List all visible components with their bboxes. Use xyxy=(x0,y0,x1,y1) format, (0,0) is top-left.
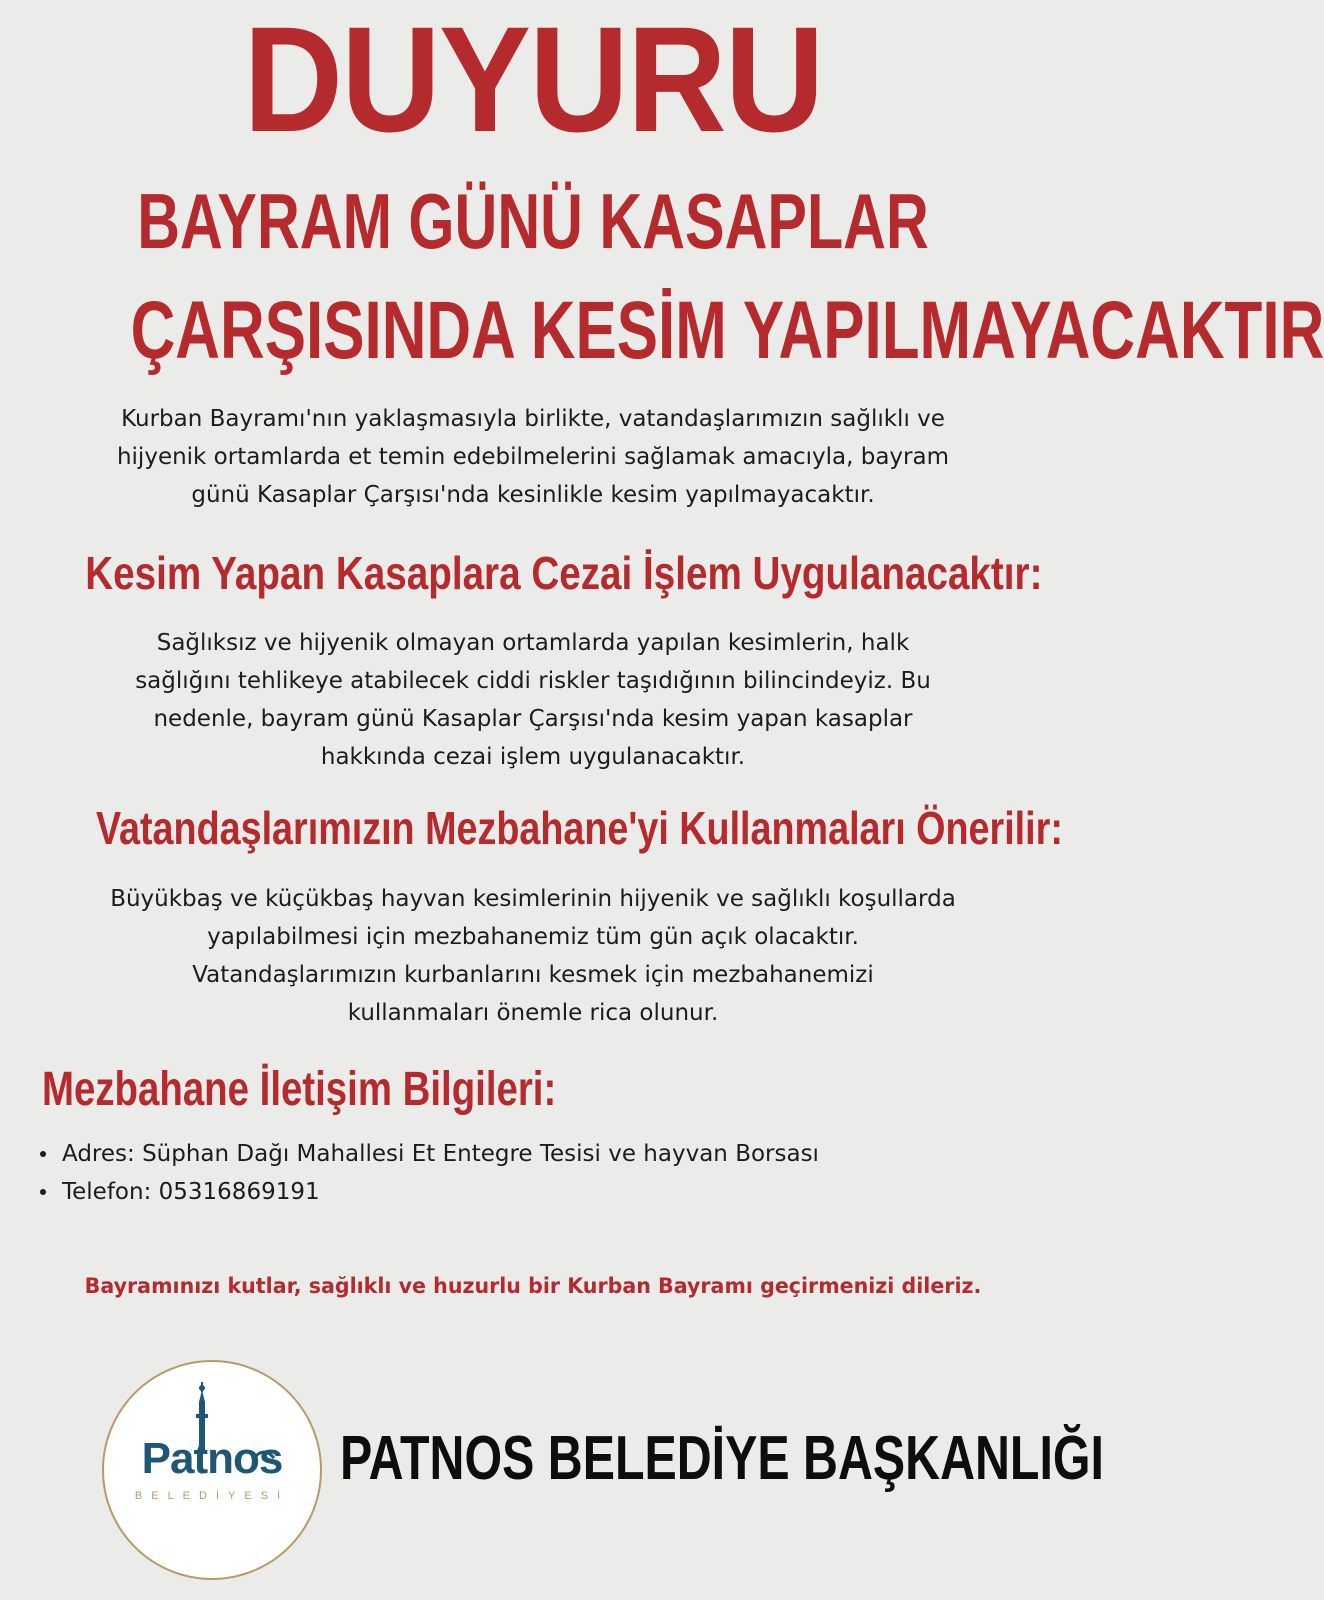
contact-heading: Mezbahane İletişim Bilgileri: xyxy=(42,1063,557,1116)
penalty-line: Sağlıksız ve hijyenik olmayan ortamlarda yapılan kesimlerin, halk xyxy=(156,630,910,656)
organization-name: PATNOS BELEDİYE BAŞKANLIĞI xyxy=(340,1424,1104,1493)
slaughterhouse-line: Vatandaşlarımızın kurbanlarını kesmek için mezbahanemizi xyxy=(192,962,874,988)
intro-line: hijyenik ortamlarda et temin edebilmelerini sağlamak amacıyla, bayram xyxy=(116,444,950,470)
penalty-line: hakkında cezai işlem uygulanacaktır. xyxy=(320,744,746,770)
penalty-line: sağlığını tehlikeye atabilecek ciddi riskler taşıdığının bilincindeyiz. Bu xyxy=(135,668,931,694)
municipality-logo xyxy=(102,1360,322,1580)
penalty-heading: Kesim Yapan Kasaplara Cezai İşlem Uygulanacaktır: xyxy=(85,547,1043,599)
contact-address: Adres: Süphan Dağı Mahallesi Et Entegre Tesisi ve hayvan Borsası xyxy=(62,1141,819,1167)
slaughterhouse-line: Büyükbaş ve küçükbaş hayvan kesimlerinin hijyenik ve sağlıklı koşullarda xyxy=(110,886,956,912)
slaughterhouse-line: kullanmaları önemle rica olunur. xyxy=(347,1000,719,1026)
bullet-icon xyxy=(40,1151,46,1157)
slaughterhouse-heading: Vatandaşlarımızın Mezbahane'yi Kullanmaları Önerilir: xyxy=(95,802,1063,854)
holiday-greeting: Bayramınızı kutlar, sağlıklı ve huzurlu bir Kurban Bayramı geçirmenizi dileriz. xyxy=(84,1274,982,1298)
subtitle-line-2: ÇARŞISINDA KESİM YAPILMAYACAKTIR xyxy=(130,285,1324,376)
logo-subtitle: BELEDİYESİ xyxy=(134,1490,290,1502)
slaughterhouse-line: yapılabilmesi için mezbahanemiz tüm gün açık olacaktır. xyxy=(207,924,859,950)
penalty-paragraph xyxy=(40,624,1026,776)
penalty-line: nedenle, bayram günü Kasaplar Çarşısı'nda kesim yapan kasaplar xyxy=(153,706,913,732)
slaughterhouse-paragraph xyxy=(40,880,1026,1032)
logo-wordmark: Patnos xyxy=(141,1434,283,1483)
contact-phone: Telefon: 05316869191 xyxy=(62,1179,320,1205)
intro-line: Kurban Bayramı'nın yaklaşmasıyla birlikte, vatandaşlarımızın sağlıklı ve xyxy=(121,406,945,432)
announcement-title: DUYURU xyxy=(243,0,823,163)
contact-address-item xyxy=(38,1135,819,1173)
intro-line: günü Kasaplar Çarşısı'nda kesinlikle kesim yapılmayacaktır. xyxy=(191,482,875,508)
intro-paragraph xyxy=(20,400,1046,514)
subtitle-line-1: BAYRAM GÜNÜ KASAPLAR xyxy=(137,177,929,265)
contact-phone-item xyxy=(38,1173,819,1211)
contact-list xyxy=(38,1135,819,1211)
bullet-icon xyxy=(40,1189,46,1195)
